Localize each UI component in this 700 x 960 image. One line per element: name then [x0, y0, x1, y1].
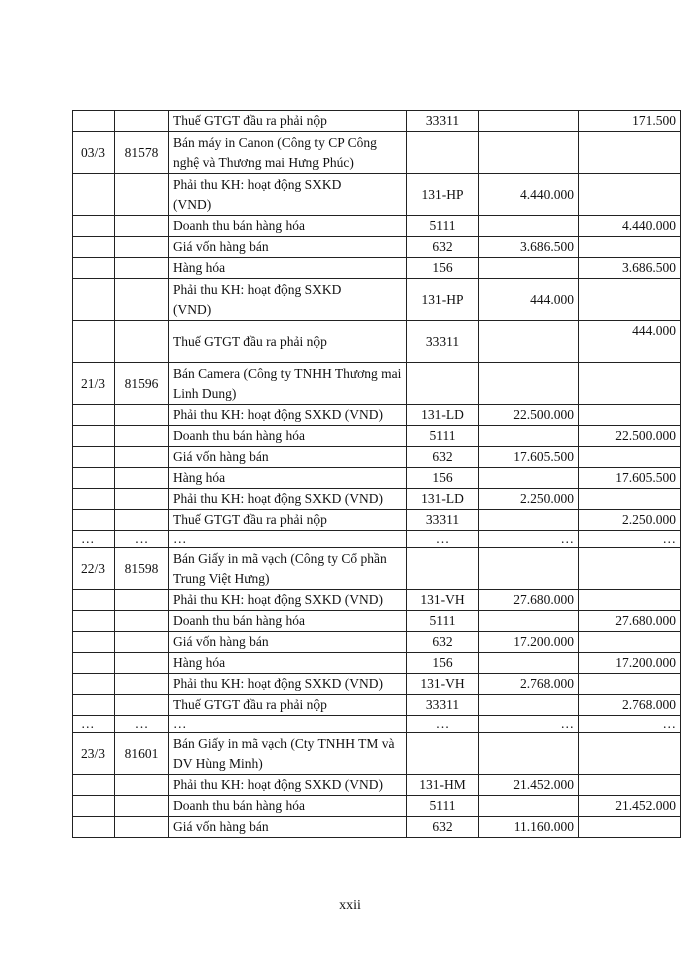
voucher-number-cell	[115, 489, 169, 510]
voucher-number-cell	[115, 279, 169, 321]
voucher-number-cell	[115, 653, 169, 674]
account-cell: 156	[407, 653, 479, 674]
journal-table-body	[73, 111, 681, 838]
credit-cell	[579, 733, 681, 775]
account-cell: 156	[407, 468, 479, 489]
account-cell: 632	[407, 817, 479, 838]
date-cell	[73, 817, 115, 838]
date-cell	[73, 321, 115, 363]
page-number: xxii	[339, 898, 361, 913]
voucher-number-cell	[115, 321, 169, 363]
description-cell: Phải thu KH: hoạt động SXKD (VND)	[169, 174, 407, 216]
debit-cell	[479, 733, 579, 775]
description-cell: Doanh thu bán hàng hóa	[169, 611, 407, 632]
credit-cell	[579, 363, 681, 405]
debit-cell: 17.605.500	[479, 447, 579, 468]
debit-cell	[479, 548, 579, 590]
credit-cell: 17.605.500	[579, 468, 681, 489]
journal-table	[72, 110, 681, 838]
voucher-number-cell	[115, 695, 169, 716]
description-cell: Hàng hóa	[169, 653, 407, 674]
account-cell: 131-LD	[407, 489, 479, 510]
account-cell: 131-HM	[407, 775, 479, 796]
table-row	[73, 489, 681, 510]
description-cell: Giá vốn hàng bán	[169, 817, 407, 838]
debit-cell	[479, 426, 579, 447]
table-row	[73, 258, 681, 279]
account-cell: 5111	[407, 796, 479, 817]
voucher-number-cell	[115, 111, 169, 132]
credit-cell: 171.500	[579, 111, 681, 132]
table-row	[73, 510, 681, 531]
credit-cell: 17.200.000	[579, 653, 681, 674]
date-cell	[73, 775, 115, 796]
debit-cell	[479, 611, 579, 632]
date-cell	[73, 632, 115, 653]
voucher-number-cell	[115, 258, 169, 279]
credit-cell: 27.680.000	[579, 611, 681, 632]
debit-cell: 444.000	[479, 279, 579, 321]
voucher-number-cell	[115, 674, 169, 695]
credit-cell	[579, 775, 681, 796]
description-cell: Doanh thu bán hàng hóa	[169, 216, 407, 237]
debit-cell: 4.440.000	[479, 174, 579, 216]
description-cell: Giá vốn hàng bán	[169, 447, 407, 468]
debit-cell	[479, 111, 579, 132]
credit-cell	[579, 447, 681, 468]
voucher-number-cell	[115, 426, 169, 447]
voucher-number-cell	[115, 590, 169, 611]
debit-cell: 22.500.000	[479, 405, 579, 426]
date-cell: 22/3	[73, 548, 115, 590]
description-cell: Phải thu KH: hoạt động SXKD (VND)	[169, 590, 407, 611]
table-row	[73, 321, 681, 363]
account-cell	[407, 733, 479, 775]
description-cell: …	[169, 716, 407, 733]
description-cell: Hàng hóa	[169, 258, 407, 279]
debit-cell	[479, 216, 579, 237]
description-cell: Doanh thu bán hàng hóa	[169, 796, 407, 817]
debit-cell: …	[479, 716, 579, 733]
table-row	[73, 653, 681, 674]
description-cell: Phải thu KH: hoạt động SXKD (VND)	[169, 279, 407, 321]
credit-cell	[579, 632, 681, 653]
account-cell: 5111	[407, 611, 479, 632]
table-row	[73, 363, 681, 405]
account-cell: 5111	[407, 426, 479, 447]
description-cell: Bán Camera (Công ty TNHH Thương mai Linh Dung)	[169, 363, 407, 405]
debit-cell: 21.452.000	[479, 775, 579, 796]
description-cell: Bán máy in Canon (Công ty CP Công nghệ và Thương mai Hưng Phúc)	[169, 132, 407, 174]
date-cell	[73, 611, 115, 632]
description-cell: Thuế GTGT đầu ra phải nộp	[169, 510, 407, 531]
ellipsis-row	[73, 716, 681, 733]
description-cell: …	[169, 531, 407, 548]
date-cell	[73, 489, 115, 510]
credit-cell	[579, 279, 681, 321]
account-cell: 632	[407, 632, 479, 653]
credit-cell	[579, 132, 681, 174]
voucher-number-cell: 81598	[115, 548, 169, 590]
description-cell: Giá vốn hàng bán	[169, 632, 407, 653]
table-row	[73, 447, 681, 468]
debit-cell: 3.686.500	[479, 237, 579, 258]
credit-cell	[579, 674, 681, 695]
debit-cell: 2.768.000	[479, 674, 579, 695]
table-row	[73, 632, 681, 653]
voucher-number-cell	[115, 817, 169, 838]
debit-cell	[479, 468, 579, 489]
table-row	[73, 426, 681, 447]
debit-cell	[479, 796, 579, 817]
account-cell	[407, 132, 479, 174]
table-row	[73, 237, 681, 258]
voucher-number-cell: …	[115, 716, 169, 733]
credit-cell	[579, 548, 681, 590]
table-row	[73, 111, 681, 132]
table-row	[73, 174, 681, 216]
debit-cell	[479, 132, 579, 174]
account-cell: …	[407, 531, 479, 548]
credit-cell	[579, 590, 681, 611]
credit-cell: …	[579, 531, 681, 548]
description-cell: Bán Giấy in mã vạch (Cty TNHH TM và DV Hùng Minh)	[169, 733, 407, 775]
credit-cell: 3.686.500	[579, 258, 681, 279]
debit-cell	[479, 321, 579, 363]
table-row	[73, 611, 681, 632]
table-row	[73, 674, 681, 695]
credit-cell: 2.768.000	[579, 695, 681, 716]
date-cell	[73, 174, 115, 216]
account-cell: 33311	[407, 111, 479, 132]
description-cell: Hàng hóa	[169, 468, 407, 489]
voucher-number-cell	[115, 796, 169, 817]
date-cell	[73, 695, 115, 716]
debit-cell: 17.200.000	[479, 632, 579, 653]
date-cell	[73, 279, 115, 321]
table-row	[73, 216, 681, 237]
table-row	[73, 695, 681, 716]
date-cell	[73, 426, 115, 447]
account-cell: 131-HP	[407, 174, 479, 216]
date-cell	[73, 468, 115, 489]
credit-cell: 21.452.000	[579, 796, 681, 817]
date-cell	[73, 237, 115, 258]
ellipsis-row	[73, 531, 681, 548]
voucher-number-cell: 81578	[115, 132, 169, 174]
voucher-number-cell: 81596	[115, 363, 169, 405]
date-cell: 03/3	[73, 132, 115, 174]
credit-cell	[579, 237, 681, 258]
date-cell	[73, 674, 115, 695]
description-cell: Doanh thu bán hàng hóa	[169, 426, 407, 447]
description-cell: Giá vốn hàng bán	[169, 237, 407, 258]
account-cell: 131-VH	[407, 590, 479, 611]
description-cell: Phải thu KH: hoạt động SXKD (VND)	[169, 775, 407, 796]
date-cell: …	[73, 716, 115, 733]
description-cell: Thuế GTGT đầu ra phải nộp	[169, 695, 407, 716]
credit-cell	[579, 489, 681, 510]
credit-cell: 2.250.000	[579, 510, 681, 531]
voucher-number-cell	[115, 447, 169, 468]
description-cell: Phải thu KH: hoạt động SXKD (VND)	[169, 405, 407, 426]
date-cell	[73, 653, 115, 674]
table-row	[73, 132, 681, 174]
table-row	[73, 548, 681, 590]
description-cell: Bán Giấy in mã vạch (Công ty Cổ phần Trung Việt Hưng)	[169, 548, 407, 590]
account-cell: 632	[407, 447, 479, 468]
account-cell: 156	[407, 258, 479, 279]
table-row	[73, 796, 681, 817]
table-row	[73, 279, 681, 321]
account-cell: 632	[407, 237, 479, 258]
account-cell: 131-HP	[407, 279, 479, 321]
voucher-number-cell	[115, 611, 169, 632]
table-row	[73, 590, 681, 611]
voucher-number-cell: …	[115, 531, 169, 548]
voucher-number-cell	[115, 632, 169, 653]
debit-cell	[479, 363, 579, 405]
date-cell: 21/3	[73, 363, 115, 405]
date-cell	[73, 510, 115, 531]
voucher-number-cell	[115, 174, 169, 216]
debit-cell	[479, 510, 579, 531]
table-row	[73, 817, 681, 838]
date-cell	[73, 447, 115, 468]
debit-cell: 2.250.000	[479, 489, 579, 510]
account-cell: 33311	[407, 321, 479, 363]
debit-cell	[479, 695, 579, 716]
date-cell	[73, 590, 115, 611]
credit-cell: 444.000	[579, 321, 681, 363]
date-cell: 23/3	[73, 733, 115, 775]
credit-cell	[579, 405, 681, 426]
debit-cell: 11.160.000	[479, 817, 579, 838]
credit-cell	[579, 817, 681, 838]
debit-cell: …	[479, 531, 579, 548]
description-cell: Thuế GTGT đầu ra phải nộp	[169, 111, 407, 132]
voucher-number-cell: 81601	[115, 733, 169, 775]
date-cell	[73, 796, 115, 817]
voucher-number-cell	[115, 468, 169, 489]
credit-cell: 22.500.000	[579, 426, 681, 447]
voucher-number-cell	[115, 405, 169, 426]
date-cell	[73, 111, 115, 132]
description-cell: Phải thu KH: hoạt động SXKD (VND)	[169, 489, 407, 510]
voucher-number-cell	[115, 775, 169, 796]
credit-cell	[579, 174, 681, 216]
description-cell: Thuế GTGT đầu ra phải nộp	[169, 321, 407, 363]
description-cell: Phải thu KH: hoạt động SXKD (VND)	[169, 674, 407, 695]
date-cell: …	[73, 531, 115, 548]
account-cell: 131-VH	[407, 674, 479, 695]
table-row	[73, 775, 681, 796]
account-cell	[407, 548, 479, 590]
account-cell: …	[407, 716, 479, 733]
credit-cell: …	[579, 716, 681, 733]
account-cell: 5111	[407, 216, 479, 237]
debit-cell	[479, 653, 579, 674]
debit-cell: 27.680.000	[479, 590, 579, 611]
account-cell	[407, 363, 479, 405]
credit-cell: 4.440.000	[579, 216, 681, 237]
table-row	[73, 405, 681, 426]
account-cell: 33311	[407, 695, 479, 716]
debit-cell	[479, 258, 579, 279]
date-cell	[73, 405, 115, 426]
account-cell: 131-LD	[407, 405, 479, 426]
account-cell: 33311	[407, 510, 479, 531]
table-row	[73, 733, 681, 775]
date-cell	[73, 216, 115, 237]
date-cell	[73, 258, 115, 279]
voucher-number-cell	[115, 510, 169, 531]
voucher-number-cell	[115, 237, 169, 258]
voucher-number-cell	[115, 216, 169, 237]
table-row	[73, 468, 681, 489]
